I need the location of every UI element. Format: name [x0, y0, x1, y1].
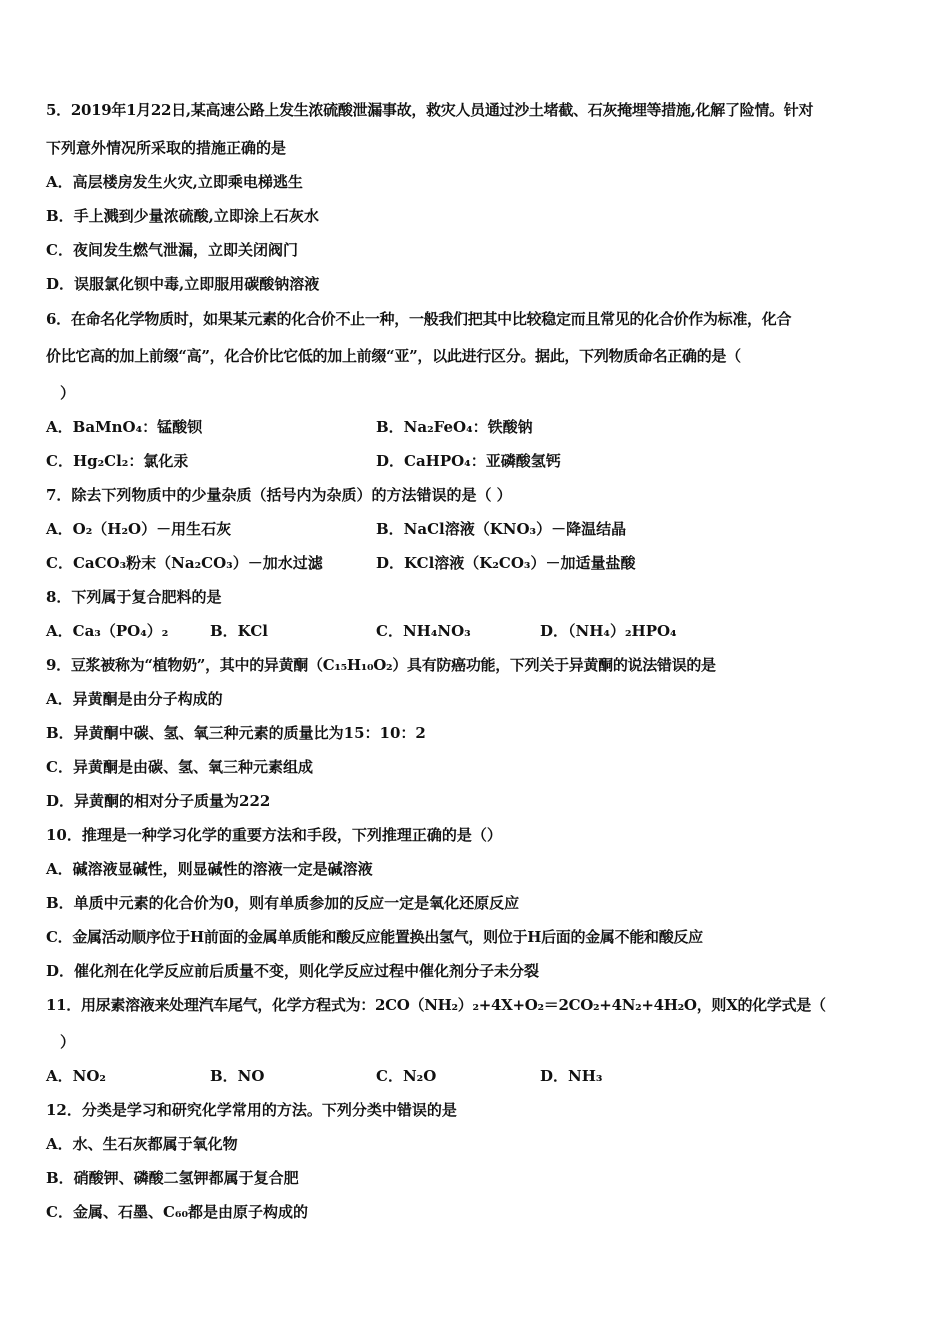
q11-stem-line2: ） — [60, 1033, 76, 1051]
q9-option-b: B．异黄酮中碳、氢、氧三种元素的质量比为15：10：2 — [46, 724, 426, 742]
q9-stem: 9．豆浆被称为“植物奶”，其中的异黄酮（C₁₅H₁₀O₂）具有防癌功能，下列关于异黄酮的说法错误的是 — [46, 656, 716, 674]
q6-option-b: B．Na₂FeO₄：铁酸钠 — [376, 418, 533, 436]
q11-option-c: C．N₂O — [376, 1067, 437, 1085]
q5-option-a: A．高层楼房发生火灾,立即乘电梯逃生 — [46, 173, 303, 191]
q5-stem-line1: 5．2019年1月22日,某高速公路上发生浓硫酸泄漏事故，救灾人员通过沙土堵截、石灰掩埋等措施,化解了险情。针对 — [46, 101, 814, 119]
q7-option-a: A．O₂（H₂O）－用生石灰 — [46, 520, 232, 538]
q10-option-c: C．金属活动顺序位于H前面的金属单质能和酸反应能置换出氢气，则位于H后面的金属不能和酸反应 — [46, 928, 703, 946]
q9-option-a: A．异黄酮是由分子构成的 — [46, 690, 223, 708]
q7-option-c: C．CaCO₃粉末（Na₂CO₃）－加水过滤 — [46, 554, 323, 572]
q8-option-a: A．Ca₃（PO₄）₂ — [46, 622, 169, 640]
q11-option-a: A．NO₂ — [46, 1067, 106, 1085]
q9-option-d: D．异黄酮的相对分子质量为222 — [46, 792, 271, 810]
q6-stem-line3: ） — [60, 384, 76, 402]
q12-stem: 12．分类是学习和研究化学常用的方法。下列分类中错误的是 — [46, 1101, 457, 1119]
q10-stem: 10．推理是一种学习化学的重要方法和手段，下列推理正确的是（） — [46, 826, 502, 844]
q8-option-b: B．KCl — [210, 622, 268, 640]
q10-option-a: A．碱溶液显碱性，则显碱性的溶液一定是碱溶液 — [46, 860, 373, 878]
q8-option-c: C．NH₄NO₃ — [376, 622, 471, 640]
q12-option-b: B．硝酸钾、磷酸二氢钾都属于复合肥 — [46, 1169, 299, 1187]
q8-stem: 8．下列属于复合肥料的是 — [46, 588, 222, 606]
q5-option-c: C．夜间发生燃气泄漏，立即关闭阀门 — [46, 241, 298, 259]
q12-option-a: A．水、生石灰都属于氧化物 — [46, 1135, 238, 1153]
q7-option-d: D．KCl溶液（K₂CO₃）－加适量盐酸 — [376, 554, 636, 572]
q12-option-c: C．金属、石墨、C₆₀都是由原子构成的 — [46, 1203, 309, 1221]
q11-option-d: D．NH₃ — [540, 1067, 603, 1085]
q6-option-d: D．CaHPO₄：亚磷酸氢钙 — [376, 452, 561, 470]
q7-option-b: B．NaCl溶液（KNO₃）－降温结晶 — [376, 520, 627, 538]
q6-option-c: C．Hg₂Cl₂：氯化汞 — [46, 452, 189, 470]
q9-option-c: C．异黄酮是由碳、氢、氧三种元素组成 — [46, 758, 313, 776]
q6-stem-line1: 6．在命名化学物质时，如果某元素的化合价不止一种，一般我们把其中比较稳定而且常见的化合价作为标准，化合 — [46, 310, 792, 328]
q6-stem-line2: 价比它高的加上前缀“高”，化合价比它低的加上前缀“亚”，以此进行区分。据此，下列物质命名正确的是（ — [46, 347, 741, 365]
q5-stem-line2: 下列意外情况所采取的措施正确的是 — [46, 139, 287, 157]
q5-option-d: D．误服氯化钡中毒,立即服用碳酸钠溶液 — [46, 275, 320, 293]
q5-option-b: B．手上溅到少量浓硫酸,立即涂上石灰水 — [46, 207, 319, 225]
q11-stem-line1: 11．用尿素溶液来处理汽车尾气，化学方程式为：2CO（NH₂）₂+4X+O₂＝2CO₂+4N₂+4H₂O，则X的化学式是（ — [46, 996, 826, 1014]
q10-option-d: D．催化剂在化学反应前后质量不变，则化学反应过程中催化剂分子未分裂 — [46, 962, 540, 980]
q11-option-b: B．NO — [210, 1067, 265, 1085]
q10-option-b: B．单质中元素的化合价为0，则有单质参加的反应一定是氧化还原反应 — [46, 894, 520, 912]
q7-stem: 7．除去下列物质中的少量杂质（括号内为杂质）的方法错误的是（ ） — [46, 486, 512, 504]
q6-option-a: A．BaMnO₄：锰酸钡 — [46, 418, 203, 436]
q8-option-d: D．（NH₄）₂HPO₄ — [540, 622, 677, 640]
